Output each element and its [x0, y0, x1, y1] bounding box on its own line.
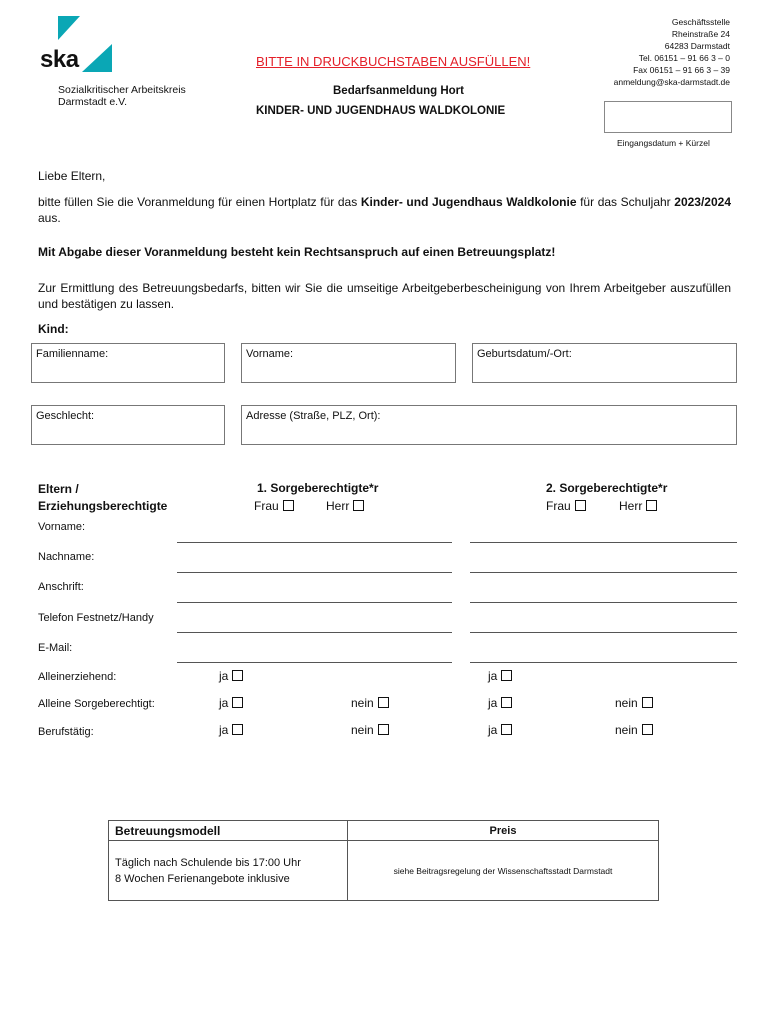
contact-line: Geschäftsstelle	[671, 17, 730, 27]
parents-heading-line: Eltern /	[38, 482, 79, 496]
guardian-2-sorge-nein[interactable]	[615, 696, 653, 710]
contact-email: anmeldung@ska-darmstadt.de	[613, 77, 730, 87]
field-label: Geburtsdatum/-Ort:	[477, 348, 572, 360]
intro-text: für das Schuljahr	[576, 195, 675, 209]
option-label: Frau	[254, 499, 279, 513]
contact-line: 64283 Darmstadt	[664, 41, 730, 51]
guardian-1-sorge-nein[interactable]	[351, 696, 389, 710]
stamp-field[interactable]	[604, 101, 732, 133]
school-year: 2023/2024	[674, 195, 731, 209]
model-line: 8 Wochen Ferienangebote inklusive	[115, 872, 290, 885]
checkbox[interactable]	[232, 724, 243, 735]
option-label: Herr	[619, 499, 643, 513]
field-label: Geschlecht:	[36, 410, 95, 422]
row-label-email: E-Mail:	[38, 642, 73, 654]
checkbox[interactable]	[501, 697, 512, 708]
intro-text: aus.	[38, 211, 61, 225]
row-label-telefon: Telefon Festnetz/Handy	[38, 612, 154, 624]
checkbox[interactable]	[378, 724, 389, 735]
checkbox[interactable]	[232, 697, 243, 708]
guardian-2-heading: 2. Sorgeberechtigte*r	[546, 481, 668, 495]
contact-line: Tel. 06151 – 91 66 3 – 0	[638, 53, 730, 63]
stamp-label: Eingangsdatum + Kürzel	[617, 138, 710, 148]
model-cell	[109, 841, 348, 901]
checkbox[interactable]	[283, 500, 294, 511]
guardian-1-email-line[interactable]	[177, 662, 452, 663]
header-price: Preis	[348, 821, 659, 841]
field-label: Adresse (Straße, PLZ, Ort):	[246, 410, 381, 422]
guardian-2-frau[interactable]	[546, 499, 586, 513]
intro-text: bitte füllen Sie die Voranmeldung für einen Hortplatz für das	[38, 195, 361, 209]
guardian-1-alleinerziehend-ja[interactable]	[219, 669, 243, 683]
row-label-alleine-sorge: Alleine Sorgeberechtigt:	[38, 698, 155, 710]
option-label: nein	[351, 696, 374, 710]
row-label-anschrift: Anschrift:	[38, 581, 84, 593]
guardian-2-beruf-ja[interactable]	[488, 723, 512, 737]
option-label: Frau	[546, 499, 571, 513]
option-label: ja	[488, 669, 498, 683]
guardian-2-beruf-nein[interactable]	[615, 723, 653, 737]
contact-line: Fax 06151 – 91 66 3 – 39	[633, 65, 730, 75]
geburtsdatum-field[interactable]	[472, 343, 737, 383]
guardian-1-heading: 1. Sorgeberechtigte*r	[257, 481, 379, 495]
guardian-2-telefon-line[interactable]	[470, 632, 737, 633]
guardian-1-beruf-nein[interactable]	[351, 723, 389, 737]
facility-name: Kinder- und Jugendhaus Waldkolonie	[360, 195, 577, 209]
field-label: Vorname:	[246, 348, 294, 360]
option-label: ja	[219, 696, 229, 710]
checkbox[interactable]	[501, 724, 512, 735]
row-label-berufstaetig: Berufstätig:	[38, 726, 94, 738]
parents-heading-line: Erziehungsberechtigte	[38, 499, 168, 513]
guardian-2-alleinerziehend-ja[interactable]	[488, 669, 512, 683]
care-model-table	[108, 820, 659, 901]
block-letters-notice: BITTE IN DRUCKBUCHSTABEN AUSFÜLLEN!	[256, 54, 531, 69]
option-label: Herr	[326, 499, 350, 513]
row-label-alleinerziehend: Alleinerziehend:	[38, 671, 117, 683]
parents-heading	[38, 481, 167, 515]
familienname-field[interactable]	[31, 343, 225, 383]
guardian-2-anschrift-line[interactable]	[470, 602, 737, 603]
form-title: Bedarfsanmeldung Hort	[333, 85, 464, 97]
price-cell: siehe Beitragsregelung der Wissenschaftsstadt Darmstadt	[348, 841, 659, 901]
greeting: Liebe Eltern,	[38, 169, 106, 183]
child-heading: Kind:	[38, 322, 69, 336]
row-label-vorname: Vorname:	[38, 521, 86, 533]
field-label: Familienname:	[36, 348, 109, 360]
guardian-1-sorge-ja[interactable]	[219, 696, 243, 710]
guardian-1-telefon-line[interactable]	[177, 632, 452, 633]
legal-notice: Mit Abgabe dieser Voranmeldung besteht kein Rechtsanspruch auf einen Betreuungsplatz!	[38, 245, 556, 259]
checkbox[interactable]	[378, 697, 389, 708]
table-header-row	[109, 821, 659, 841]
table-row	[109, 841, 659, 901]
contact-block	[614, 16, 730, 88]
checkbox[interactable]	[646, 500, 657, 511]
option-label: ja	[219, 723, 229, 737]
checkbox[interactable]	[232, 670, 243, 681]
option-label: nein	[351, 723, 374, 737]
guardian-1-anschrift-line[interactable]	[177, 602, 452, 603]
guardian-2-vorname-line[interactable]	[470, 542, 737, 543]
adresse-field[interactable]	[241, 405, 737, 445]
option-label: nein	[615, 723, 638, 737]
row-label-nachname: Nachname:	[38, 551, 95, 563]
geschlecht-field[interactable]	[31, 405, 225, 445]
guardian-1-herr[interactable]	[326, 499, 364, 513]
vorname-field[interactable]	[241, 343, 456, 383]
form-subtitle: KINDER- UND JUGENDHAUS WALDKOLONIE	[256, 105, 506, 117]
guardian-2-email-line[interactable]	[470, 662, 737, 663]
org-line-2: Darmstadt e.V.	[58, 96, 128, 108]
org-line-1: Sozialkritischer Arbeitskreis	[58, 84, 186, 96]
option-label: ja	[488, 723, 498, 737]
logo-text: ska	[40, 46, 79, 73]
guardian-1-vorname-line[interactable]	[177, 542, 452, 543]
model-line: Täglich nach Schulende bis 17:00 Uhr	[115, 856, 301, 869]
option-label: ja	[488, 696, 498, 710]
guardian-1-frau[interactable]	[254, 499, 294, 513]
contact-line: Rheinstraße 24	[671, 29, 730, 39]
guardian-2-herr[interactable]	[619, 499, 657, 513]
checkbox[interactable]	[501, 670, 512, 681]
checkbox[interactable]	[642, 697, 653, 708]
intro-paragraph	[38, 194, 731, 226]
checkbox[interactable]	[575, 500, 586, 511]
header-model: Betreuungsmodell	[109, 821, 348, 841]
guardian-1-beruf-ja[interactable]	[219, 723, 243, 737]
option-label: nein	[615, 696, 638, 710]
checkbox[interactable]	[353, 500, 364, 511]
employer-paragraph: Zur Ermittlung des Betreuungsbedarfs, bitten wir Sie die umseitige Arbeitgeberbescheinigung von Ihrem Arbeitgeber auszufüllen und bestätigen zu lassen.	[38, 281, 731, 311]
option-label: ja	[219, 669, 229, 683]
checkbox[interactable]	[642, 724, 653, 735]
guardian-1-nachname-line[interactable]	[177, 572, 452, 573]
guardian-2-sorge-ja[interactable]	[488, 696, 512, 710]
organization-name	[58, 84, 186, 108]
guardian-2-nachname-line[interactable]	[470, 572, 737, 573]
